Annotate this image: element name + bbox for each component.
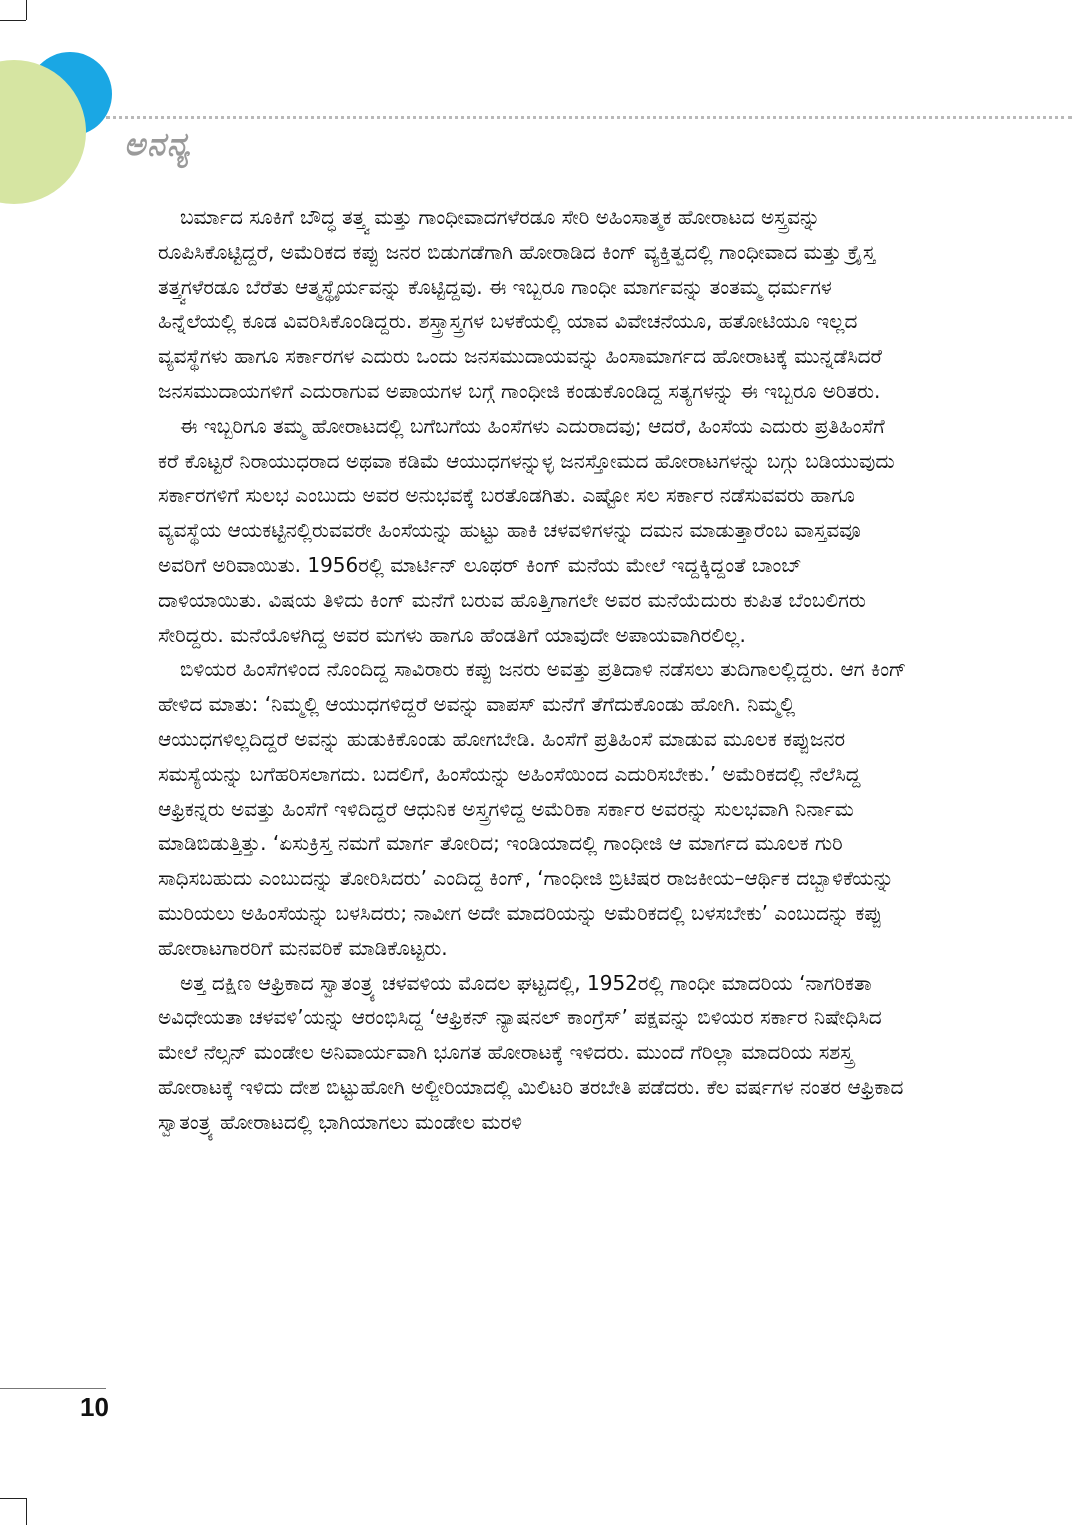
crop-mark-top-left-vertical — [26, 0, 27, 20]
series-title: ಅನನ್ಯ — [124, 125, 192, 163]
paragraph-3: ಬಿಳಿಯರ ಹಿಂಸೆಗಳಿಂದ ನೊಂದಿದ್ದ ಸಾವಿರಾರು ಕಪ್ಪು ಜನರು ಅವತ್ತು ಪ್ರತಿದಾಳಿ ನಡೆಸಲು ತುದಿಗಾಲಲ್ಲಿದ್ದರು. ಆಗ ಕಿಂಗ್ ಹೇಳಿದ ಮಾತು: ‘ನಿಮ್ಮಲ್ಲಿ ಆಯುಧಗಳಿದ್ದರೆ ಅವನ್ನು ವಾಪಸ್ ಮನೆಗೆ ತೆಗೆದುಕೊಂಡು ಹೋಗಿ. ನಿಮ್ಮಲ್ಲಿ ಆಯುಧಗಳಿಲ್ಲದಿದ್ದರೆ ಅವನ್ನು ಹುಡುಕಿಕೊಂಡು ಹೋಗಬೇಡಿ. ಹಿಂಸೆಗೆ ಪ್ರತಿಹಿಂಸೆ ಮಾಡುವ ಮೂಲಕ ಕಪ್ಪುಜನರ ಸಮಸ್ಯೆಯನ್ನು ಬಗೆಹರಿಸಲಾಗದು. ಬದಲಿಗೆ, ಹಿಂಸೆಯನ್ನು ಅಹಿಂಸೆಯಿಂದ ಎದುರಿಸಬೇಕು.’ ಅಮೆರಿಕದಲ್ಲಿ ನೆಲೆಸಿದ್ದ ಆಫ್ರಿಕನ್ನರು ಅವತ್ತು ಹಿಂಸೆಗೆ ಇಳಿದಿದ್ದರೆ ಆಧುನಿಕ ಅಸ್ತ್ರಗಳಿದ್ದ ಅಮೆರಿಕಾ ಸರ್ಕಾರ ಅವರನ್ನು ಸುಲಭವಾಗಿ ನಿರ್ನಾಮ ಮಾಡಿಬಿಡುತ್ತಿತ್ತು. ‘ಏಸುಕ್ರಿಸ್ತ ನಮಗೆ ಮಾರ್ಗ ತೋರಿದ; ಇಂಡಿಯಾದಲ್ಲಿ ಗಾಂಧೀಜಿ ಆ ಮಾರ್ಗದ ಮೂಲಕ ಗುರಿ ಸಾಧಿಸಬಹುದು ಎಂಬುದನ್ನು ತೋರಿಸಿದರು’ ಎಂದಿದ್ದ ಕಿಂಗ್, ‘ಗಾಂಧೀಜಿ ಬ್ರಿಟಿಷರ ರಾಜಕೀಯ–ಆರ್ಥಿಕ ದಬ್ಬಾಳಿಕೆಯನ್ನು ಮುರಿಯಲು ಅಹಿಂಸೆಯನ್ನು ಬಳಸಿದರು; ನಾವೀಗ ಅದೇ ಮಾದರಿಯನ್ನು ಅಮೆರಿಕದಲ್ಲಿ ಬಳಸಬೇಕು’ ಎಂಬುದನ್ನು ಕಪ್ಪು ಹೋರಾಟಗಾರರಿಗೆ ಮನವರಿಕೆ ಮಾಡಿಕೊಟ್ಟರು. — [158, 657, 907, 960]
crop-mark-bottom-left-vertical — [26, 1498, 27, 1525]
crop-mark-bottom-left-horizontal — [0, 1498, 26, 1499]
paragraph-1: ಬರ್ಮಾದ ಸೂಕಿಗೆ ಬೌದ್ಧ ತತ್ತ್ವ ಮತ್ತು ಗಾಂಧೀವಾದಗಳೆರಡೂ ಸೇರಿ ಅಹಿಂಸಾತ್ಮಕ ಹೋರಾಟದ ಅಸ್ತ್ರವನ್ನು ರೂಪಿಸಿಕೊಟ್ಟಿದ್ದರೆ, ಅಮೆರಿಕದ ಕಪ್ಪು ಜನರ ಬಿಡುಗಡೆಗಾಗಿ ಹೋರಾಡಿದ ಕಿಂಗ್ ವ್ಯಕ್ತಿತ್ವದಲ್ಲಿ ಗಾಂಧೀವಾದ ಮತ್ತು ಕ್ರೈಸ್ತ ತತ್ತ್ವಗಳೆರಡೂ ಬೆರೆತು ಆತ್ಮಸ್ಥೈರ್ಯವನ್ನು ಕೊಟ್ಟಿದ್ದವು. ಈ ಇಬ್ಬರೂ ಗಾಂಧೀ ಮಾರ್ಗವನ್ನು ತಂತಮ್ಮ ಧರ್ಮಗಳ ಹಿನ್ನೆಲೆಯಲ್ಲಿ ಕೂಡ ವಿವರಿಸಿಕೊಂಡಿದ್ದರು. ಶಸ್ತ್ರಾಸ್ತ್ರಗಳ ಬಳಕೆಯಲ್ಲಿ ಯಾವ ವಿವೇಚನೆಯೂ, ಹತೋಟಿಯೂ ಇಲ್ಲದ ವ್ಯವಸ್ಥೆಗಳು ಹಾಗೂ ಸರ್ಕಾರಗಳ ಎದುರು ಒಂದು ಜನಸಮುದಾಯವನ್ನು ಹಿಂಸಾಮಾರ್ಗದ ಹೋರಾಟಕ್ಕೆ ಮುನ್ನಡೆಸಿದರೆ ಜನಸಮುದಾಯಗಳಿಗೆ ಎದುರಾಗುವ ಅಪಾಯಗಳ ಬಗ್ಗೆ ಗಾಂಧೀಜಿ ಕಂಡುಕೊಂಡಿದ್ದ ಸತ್ಯಗಳನ್ನು ಈ ಇಬ್ಬರೂ ಅರಿತರು. — [158, 205, 882, 403]
paragraph-4: ಅತ್ತ ದಕ್ಷಿಣ ಆಫ್ರಿಕಾದ ಸ್ವಾತಂತ್ರ್ಯ ಚಳವಳಿಯ ಮೊದಲ ಘಟ್ಟದಲ್ಲಿ, 1952ರಲ್ಲಿ ಗಾಂಧೀ ಮಾದರಿಯ ‘ನಾಗರಿಕತಾ ಅವಿಧೇಯತಾ ಚಳವಳಿ’ಯನ್ನು ಆರಂಭಿಸಿದ್ದ ‘ಆಫ್ರಿಕನ್ ನ್ಯಾಷನಲ್ ಕಾಂಗ್ರೆಸ್’ ಪಕ್ಷವನ್ನು ಬಿಳಿಯರ ಸರ್ಕಾರ ನಿಷೇಧಿಸಿದ ಮೇಲೆ ನೆಲ್ಸನ್ ಮಂಡೇಲ ಅನಿವಾರ್ಯವಾಗಿ ಭೂಗತ ಹೋರಾಟಕ್ಕೆ ಇಳಿದರು. ಮುಂದೆ ಗೆರಿಲ್ಲಾ ಮಾದರಿಯ ಸಶಸ್ತ್ರ ಹೋರಾಟಕ್ಕೆ ಇಳಿದು ದೇಶ ಬಿಟ್ಟುಹೋಗಿ ಅಲ್ಜೀರಿಯಾದಲ್ಲಿ ಮಿಲಿಟರಿ ತರಬೇತಿ ಪಡೆದರು. ಕೆಲ ವರ್ಷಗಳ ನಂತರ ಆಫ್ರಿಕಾದ ಸ್ವಾತಂತ್ರ್ಯ ಹೋರಾಟದಲ್ಲಿ ಭಾಗಿಯಾಗಲು ಮಂಡೇಲ ಮರಳಿ — [158, 970, 904, 1134]
footer-rule — [0, 1388, 106, 1389]
paragraph-2: ಈ ಇಬ್ಬರಿಗೂ ತಮ್ಮ ಹೋರಾಟದಲ್ಲಿ ಬಗೆಬಗೆಯ ಹಿಂಸೆಗಳು ಎದುರಾದವು; ಆದರೆ, ಹಿಂಸೆಯ ಎದುರು ಪ್ರತಿಹಿಂಸೆಗೆ ಕರೆ ಕೊಟ್ಟರೆ ನಿರಾಯುಧರಾದ ಅಥವಾ ಕಡಿಮೆ ಆಯುಧಗಳನ್ನುಳ್ಳ ಜನಸ್ತೋಮದ ಹೋರಾಟಗಳನ್ನು ಬಗ್ಗು ಬಡಿಯುವುದು ಸರ್ಕಾರಗಳಿಗೆ ಸುಲಭ ಎಂಬುದು ಅವರ ಅನುಭವಕ್ಕೆ ಬರತೊಡಗಿತು. ಎಷ್ಟೋ ಸಲ ಸರ್ಕಾರ ನಡೆಸುವವರು ಹಾಗೂ ವ್ಯವಸ್ಥೆಯ ಆಯಕಟ್ಟಿನಲ್ಲಿರುವವರೇ ಹಿಂಸೆಯನ್ನು ಹುಟ್ಟು ಹಾಕಿ ಚಳವಳಿಗಳನ್ನು ದಮನ ಮಾಡುತ್ತಾರೆಂಬ ವಾಸ್ತವವೂ ಅವರಿಗೆ ಅರಿವಾಯಿತು. 1956ರಲ್ಲಿ ಮಾರ್ಟಿನ್ ಲೂಥರ್ ಕಿಂಗ್ ಮನೆಯ ಮೇಲೆ ಇದ್ದಕ್ಕಿದ್ದಂತೆ ಬಾಂಬ್ ದಾಳಿಯಾಯಿತು. ವಿಷಯ ತಿಳಿದು ಕಿಂಗ್ ಮನೆಗೆ ಬರುವ ಹೊತ್ತಿಗಾಗಲೇ ಅವರ ಮನೆಯೆದುರು ಕುಪಿತ ಬೆಂಬಲಿಗರು ಸೇರಿದ್ದರು. ಮನೆಯೊಳಗಿದ್ದ ಅವರ ಮಗಳು ಹಾಗೂ ಹೆಂಡತಿಗೆ ಯಾವುದೇ ಅಪಾಯವಾಗಿರಲಿಲ್ಲ. — [158, 413, 895, 647]
body-text — [158, 200, 910, 1140]
crop-mark-top-left-horizontal — [0, 20, 26, 21]
header-dotted-rule — [106, 116, 1072, 119]
page-number: 10 — [80, 1392, 109, 1422]
